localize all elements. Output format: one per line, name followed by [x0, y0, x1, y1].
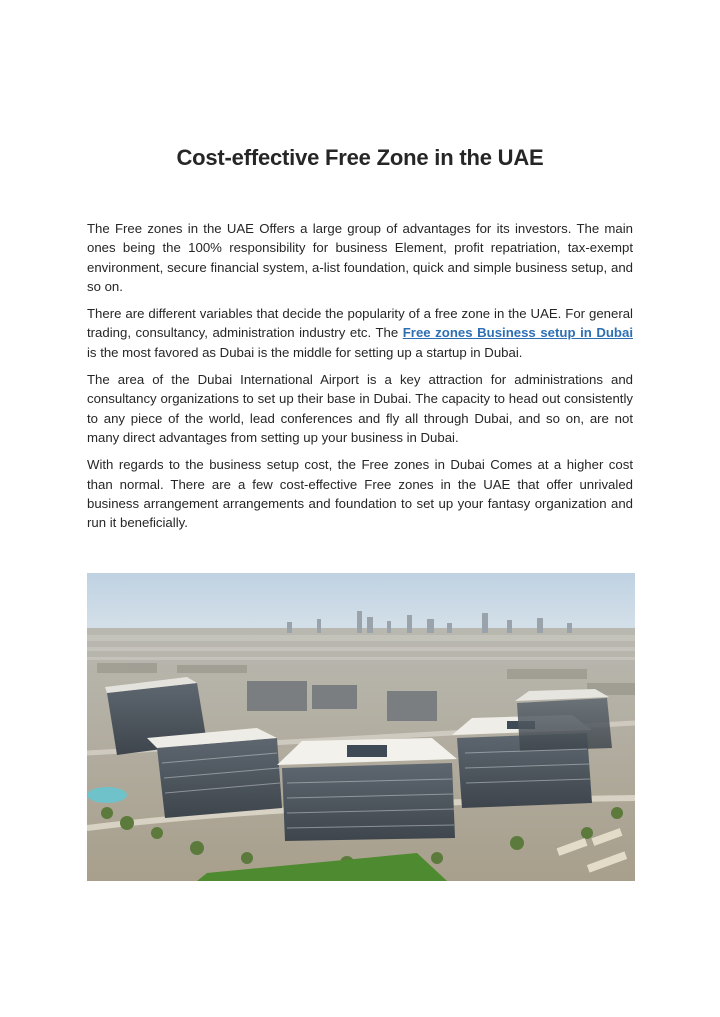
paragraph-2: [87, 304, 633, 362]
page-title: Cost-effective Free Zone in the UAE: [176, 145, 544, 170]
paragraph-2-end: is the most favored as Dubai is the middle for setting up a startup in Dubai.: [87, 344, 523, 360]
article-body: [87, 219, 633, 540]
paragraph-3: The area of the Dubai International Airport is a key attraction for administrations and consultancy organizations to set up their base in Dubai. The capacity to head out consistently to any piece of the world, lead conferences and fly all through Dubai, and so on, are not many direct advantages from setting up your business in Dubai.: [87, 372, 633, 445]
paragraph-1: The Free zones in the UAE Offers a large group of advantages for its investors. The main ones being the 100% responsibility for business Element, profit repatriation, tax-exempt environment, secure financial system, a-list foundation, quick and simple business setup, and so on.: [87, 221, 633, 294]
dubai-aerial-photo: [87, 573, 635, 881]
free-zones-setup-link[interactable]: Free zones Business setup in Dubai: [402, 325, 633, 341]
paragraph-4: With regards to the business setup cost, the Free zones in Dubai Comes at a higher cost than normal. There are a few cost-effective Free zones in the UAE that offer unrivaled business arrangement arrangements and foundation to set up your fantasy organization and run it beneficially.: [87, 457, 633, 531]
paragraph-2-start: There are different variables that decide the popularity of a free zone in the UAE. For general trading, consultancy, administration industry etc. The: [87, 306, 633, 341]
